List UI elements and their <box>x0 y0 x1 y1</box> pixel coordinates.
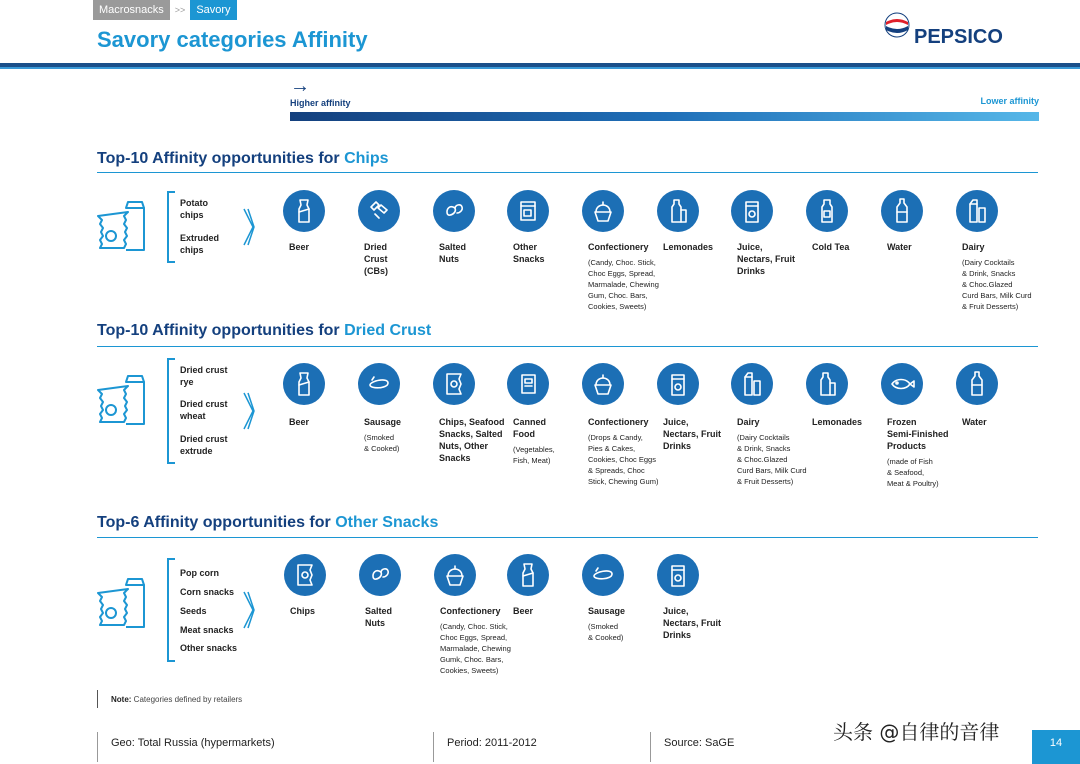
affinity-category-label: Canned Food <box>513 417 547 439</box>
source-bracket <box>167 558 175 662</box>
pepsico-logo <box>884 12 1034 52</box>
affinity-category-label: Juice, Nectars, Fruit Drinks <box>663 417 722 451</box>
affinity-category-label: Dairy <box>737 417 760 427</box>
source-category: Corn snacks <box>180 587 235 597</box>
dried-crust-icon <box>358 190 400 232</box>
source-category: Pop corn <box>180 568 220 578</box>
chips-icon <box>284 554 326 596</box>
footer-period-label: Period: <box>447 737 482 749</box>
section-rule <box>97 346 1038 347</box>
note-label: Note: <box>111 695 132 704</box>
note-text: Categories defined by retailers <box>131 695 243 704</box>
arrow-right-icon: → <box>290 75 310 97</box>
footer-geo-label: Geo: <box>111 737 135 749</box>
source-category: Seeds <box>180 606 207 616</box>
affinity-category-label: Frozen Semi-Finished Products <box>887 417 949 451</box>
footer-separator <box>433 732 434 762</box>
affinity-category-label: Chips <box>290 606 316 616</box>
section-title-prefix: Top-10 Affinity opportunities for <box>97 150 345 167</box>
footer-separator <box>650 732 651 762</box>
chips-icon <box>433 363 475 405</box>
source-bracket <box>167 358 175 464</box>
affinity-category-label: Confectionery <box>440 606 501 616</box>
affinity-category-label: Dried Crust (CBs) <box>364 242 388 276</box>
cold-tea-icon <box>806 190 848 232</box>
lemonade-icon <box>806 363 848 405</box>
source-category: Potato chips <box>180 198 208 220</box>
affinity-category-label: Salted Nuts <box>365 606 393 628</box>
page-title: Savory categories Affinity <box>97 27 368 52</box>
affinity-category-label: Cold Tea <box>812 242 850 252</box>
breadcrumb-separator: >> <box>174 5 186 15</box>
affinity-category-detail: (Dairy Cocktails & Drink, Snacks & Choc.Glazed Curd Bars, Milk Curd & Fruit Desserts) <box>962 258 1032 311</box>
fish-icon <box>881 363 923 405</box>
footer-period <box>447 737 537 749</box>
nuts-icon <box>433 190 475 232</box>
affinity-category-label: Juice, Nectars, Fruit Drinks <box>663 606 722 640</box>
affinity-category-detail: (made of Fish & Seafood, Meat & Poultry) <box>887 457 939 488</box>
affinity-category-detail: (Candy, Choc. Stick, Choc Eggs, Spread, Marmalade, Chewing Gum, Choc. Bars, Cookies, Sweets) <box>588 258 659 311</box>
snacks-icon <box>507 190 549 232</box>
water-icon <box>881 190 923 232</box>
section-title-other-snacks <box>97 514 438 532</box>
juice-icon <box>657 363 699 405</box>
affinity-category-label: Lemonades <box>663 242 714 252</box>
chevron-right-icon <box>242 590 256 630</box>
affinity-category-detail: (Candy, Choc. Stick, Choc Eggs, Spread, Marmalade, Chewing Gumk, Choc. Bars, Cookies, Sweets) <box>440 622 511 675</box>
affinity-category-label: Sausage <box>588 606 626 616</box>
cupcake-icon <box>434 554 476 596</box>
sausage-icon <box>358 363 400 405</box>
lower-affinity-label: Lower affinity <box>980 96 1039 106</box>
beer-icon <box>283 190 325 232</box>
source-category: Other snacks <box>180 643 238 653</box>
section-title-prefix: Top-10 Affinity opportunities for <box>97 322 345 339</box>
affinity-category-label: Sausage <box>364 417 402 427</box>
note-marker <box>97 690 98 708</box>
footer-source-label: Source: <box>664 737 702 749</box>
dairy-icon <box>731 363 773 405</box>
snack-pack-icon <box>94 575 152 637</box>
section-rule <box>97 537 1038 538</box>
juice-icon <box>657 554 699 596</box>
affinity-category-detail: (Dairy Cocktails & Drink, Snacks & Choc.Glazed Curd Bars, Milk Curd & Fruit Desserts) <box>737 433 807 486</box>
affinity-category-label: Water <box>962 417 987 427</box>
footer-source <box>664 737 734 749</box>
section-title-dried-crust <box>97 322 431 340</box>
juice-icon <box>731 190 773 232</box>
cupcake-icon <box>582 363 624 405</box>
footer-period-value: 2011-2012 <box>481 737 537 749</box>
lemonade-icon <box>657 190 699 232</box>
canned-food-icon <box>507 363 549 405</box>
affinity-category-detail: (Smoked & Cooked) <box>588 622 624 642</box>
affinity-category-label: Beer <box>289 417 310 427</box>
logo-text: PEPSICO <box>914 26 1003 48</box>
snack-pack-icon <box>94 372 152 434</box>
section-title-prefix: Top-6 Affinity opportunities for <box>97 514 336 531</box>
footer-geo-value: Total Russia (hypermarkets) <box>134 737 275 749</box>
source-bracket <box>167 191 175 263</box>
watermark: 头条 @自律的音律 <box>833 720 1000 744</box>
affinity-category-label: Salted Nuts <box>439 242 467 264</box>
section-title-chips <box>97 150 389 168</box>
affinity-category-detail: (Vegetables, Fish, Meat) <box>513 445 555 465</box>
source-category: Dried crust extrude <box>180 434 228 456</box>
note <box>111 695 242 704</box>
higher-affinity-label: Higher affinity <box>290 98 351 108</box>
section-title-highlight: Dried Crust <box>344 322 432 339</box>
dairy-icon <box>956 190 998 232</box>
affinity-category-label: Dairy <box>962 242 985 252</box>
affinity-gradient-bar <box>290 112 1039 121</box>
affinity-category-label: Beer <box>513 606 534 616</box>
section-title-highlight: Other Snacks <box>335 514 439 531</box>
beer-icon <box>283 363 325 405</box>
affinity-category-label: Chips, Seafood Snacks, Salted Nuts, Other Snacks <box>439 417 505 463</box>
section-rule <box>97 172 1038 173</box>
breadcrumb-current[interactable]: Savory <box>190 0 236 20</box>
affinity-category-label: Beer <box>289 242 310 252</box>
affinity-category-label: Juice, Nectars, Fruit Drinks <box>737 242 796 276</box>
affinity-category-label: Water <box>887 242 912 252</box>
affinity-category-label: Confectionery <box>588 242 649 252</box>
footer-geo <box>111 737 275 749</box>
nuts-icon <box>359 554 401 596</box>
chevron-right-icon <box>242 391 256 431</box>
affinity-category-label: Lemonades <box>812 417 863 427</box>
affinity-category-detail: (Drops & Candy, Pies & Cakes, Cookies, Choc Eggs & Spreads, Choc Stick, Chewing Gum) <box>588 433 659 486</box>
header-rule-accent <box>0 67 1080 69</box>
section-title-highlight: Chips <box>344 150 389 167</box>
footer-separator <box>97 732 98 762</box>
water-icon <box>956 363 998 405</box>
affinity-category-label: Confectionery <box>588 417 649 427</box>
snack-pack-icon <box>94 198 152 260</box>
cupcake-icon <box>582 190 624 232</box>
affinity-category-label: Other Snacks <box>513 242 545 264</box>
affinity-category-detail: (Smoked & Cooked) <box>364 433 400 453</box>
footer-source-value: SaGE <box>701 737 735 749</box>
breadcrumb <box>93 0 237 20</box>
beer-icon <box>507 554 549 596</box>
pepsico-globe-icon <box>884 12 910 38</box>
source-category: Dried crust rye <box>180 365 228 387</box>
page-number: 14 <box>1032 730 1080 764</box>
source-category: Meat snacks <box>180 625 234 635</box>
sausage-icon <box>582 554 624 596</box>
breadcrumb-parent[interactable]: Macrosnacks <box>93 0 170 20</box>
source-category: Extruded chips <box>180 233 220 255</box>
source-category: Dried crust wheat <box>180 399 228 421</box>
chevron-right-icon <box>242 207 256 247</box>
